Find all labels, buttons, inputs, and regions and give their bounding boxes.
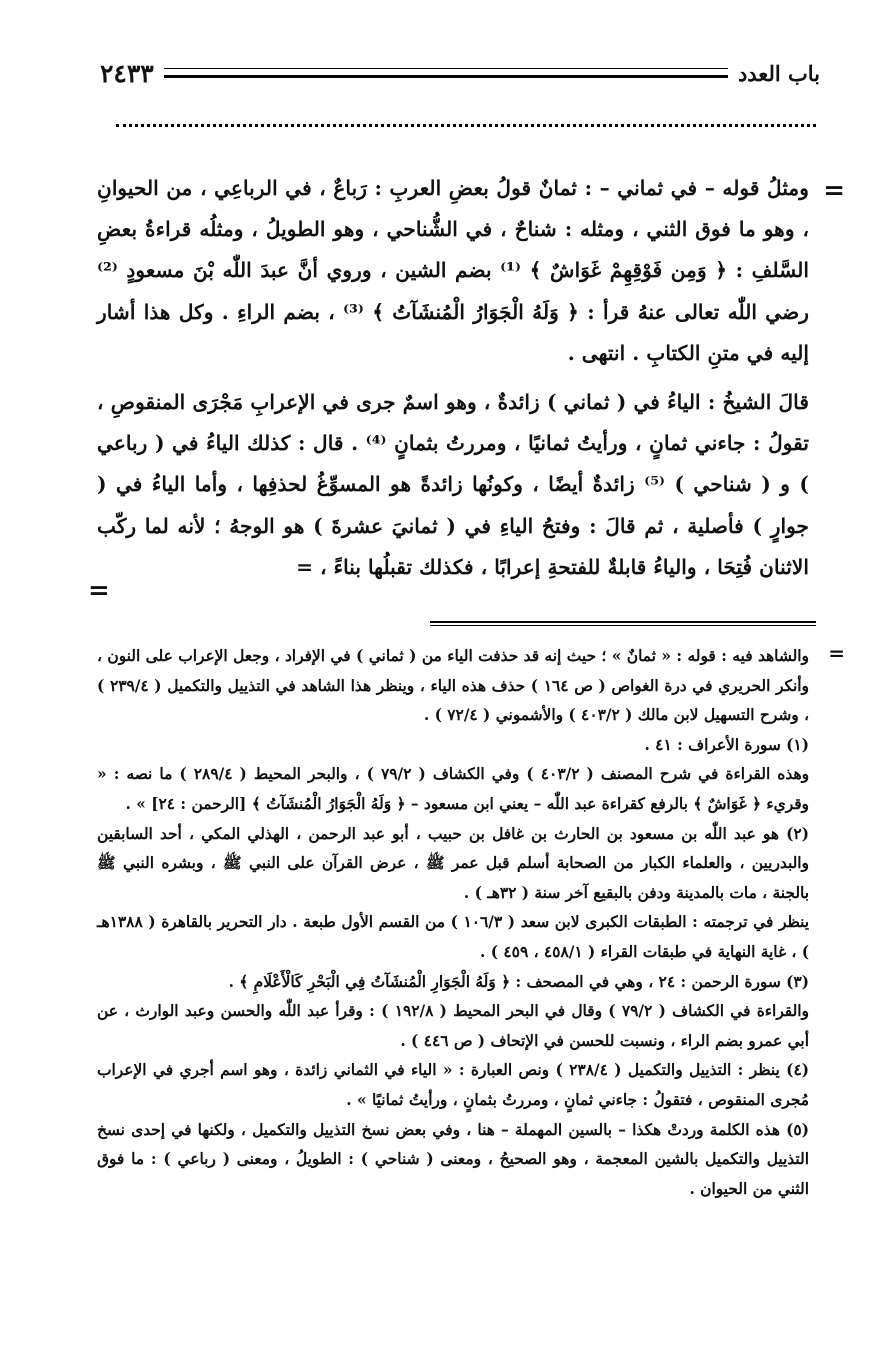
shaykh-text: الياءُ في ( ثماني ) زائدةٌ ، وهو اسمٌ جرى في الإعرابِ مَجْرَى المنقوصِ ، تقولُ : جاءني ثمانٍ ، ورأيتُ ثمانيًا ، ومررتُ بثمانٍ ⁽⁴⁾ . قال : كذلك الياءُ في ( رباعي ) و ( شناحي ) ⁽⁵⁾ زائدةٌ أيضًا ، وكونُها زائدةً هو المسوِّغُ لحذفِها ، وأما الياءُ في ( جوارٍ ) فأصلية ، ثم قالَ : وفتحُ الياءِ في ( ثمانيَ عشرةَ ) هو الوجهُ ؛ لأنه لما ركّب الاثنان فُتِحَا ، والياءُ قابلةٌ للفتحةِ إعرابًا ، فكذلك تقبلُها بناءً ، = [97, 390, 809, 579]
footnote-line: (٢) هو عبد اللّٰه بن مسعود بن الحارث بن غافل بن حبيب ، أبو عبد الرحمن ، الهذلي المكي ، أحد السابقين والبدريين ، والعلماء الكبار من الصحابة أسلم قبل عمر ﷺ ، عرض القرآن على النبي ﷺ ، وبشره النبي ﷺ بالجنة ، مات بالمدينة ودفن بالبقيع آخر سنة ( ٣٢هـ ) . [97, 824, 809, 902]
main-paragraph-2 [97, 382, 809, 588]
continuation-mark-notes: = [828, 641, 845, 665]
footnote-line: (١) سورة الأعراف : ٤١ . [644, 735, 809, 754]
chapter-title: باب العدد [737, 60, 820, 86]
continuation-mark-start: = [823, 176, 845, 206]
main-text [97, 168, 809, 588]
footnotes [97, 642, 809, 1204]
continuation-mark-end: = [88, 576, 110, 606]
footnote-rule [430, 621, 816, 626]
footnote-line: والشاهد فيه : قوله : « ثمانٌ » ؛ حيث إنه قد حذفت الياء من ( ثماني ) في الإفراد ، وجعل الإعراب على النون ، وأنكر الحريري في درة الغواص ( ص ١٦٤ ) حذف هذه الياء ، وينظر هذا الشاهد في التذييل والتكميل ( ٢٣٩/٤ ) ، وشرح التسهيل لابن مالك ( ٤٠٣/٢ ) والأشموني ( ٧٢/٤ ) . [97, 647, 809, 725]
footnote-line: (٥) هذه الكلمة وردتْ هكذا – بالسين المهملة – هنا ، وفي بعض نسخ التذييل والتكميل ، ولكنها في إحدى نسخ التذييل والتكميل بالشين المعجمة ، وهو الصحيحُ ، ومعنى ( شناحي ) : الطويلُ ، ومعنى ( رباعي ) : ما فوق الثني من الحيوان . [97, 1120, 809, 1198]
footnote-line: (٤) ينظر : التذييل والتكميل ( ٢٣٨/٤ ) ونص العبارة : « الياء في الثماني زائدة ، وهو اسم أجري في الإعراب مُجرى المنقوص ، فتقولُ : جاءني ثمانٍ ، ومررتُ بثمانٍ ، ورأيتُ ثمانيًا » . [97, 1061, 810, 1109]
page-number: ٢٤٣٣ [100, 58, 154, 88]
main-paragraph-1: ومثلُ قوله – في ثماني – : ثمانٌ قولُ بعضِ العربِ : رَباعٌ ، في الرباعِي ، من الحيوانِ ، وهو ما فوق الثني ، ومثله : شناحٌ ، في الشُّناحي ، وهو الطويلُ ، ومثلُه قراءةُ بعضِ السَّلفِ : ﴿ وَمِن فَوْقِهِمْ غَوَاشٌ ﴾ ⁽¹⁾ بضم الشين ، وروي أنَّ عبدَ اللّٰه بْنَ مسعودٍ ⁽²⁾ رضي اللّٰه تعالى عنهُ قرأ : ﴿ وَلَهُ الْجَوَارُ الْمُنشَآتُ ﴾ ⁽³⁾ ، بضم الراءِ . وكل هذا أشار إليه في متنِ الكتابِ . انتهى . [97, 176, 809, 365]
shaykh-label: قالَ الشيخُ : [707, 390, 809, 415]
footnote-line: والقراءة في الكشاف ( ٧٩/٢ ) وقال في البحر المحيط ( ١٩٢/٨ ) : وقرأ عبد اللّٰه والحسن وعبد الوارث ، عن أبي عمرو بضم الراء ، ونسبت للحسن في الإتحاف ( ص ٤٤٦ ) . [97, 1002, 809, 1050]
footnote-line: (٣) سورة الرحمن : ٢٤ ، وهي في المصحف : ﴿ وَلَهُ الْجَوَارِ الْمُنشَآتُ فِي الْبَحْرِ كَالْأَعْلَامِ ﴾ . [228, 972, 809, 991]
header-rule [164, 68, 728, 78]
dotted-separator [116, 124, 816, 127]
footnote-line: وهذه القراءة في شرح المصنف ( ٤٠٣/٢ ) وفي الكشاف ( ٧٩/٢ ) ، والبحر المحيط ( ٢٨٩/٤ ) ما نصه : « وقريء ﴿ غَوَاشٌ ﴾ بالرفع كقراءة عبد اللّٰه – يعني ابن مسعود – ﴿ وَلَهُ الْجَوَارُ الْمُنشَآتُ ﴾ [الرحمن : ٢٤] » . [97, 765, 809, 813]
footnote-line: ينظر في ترجمته : الطبقات الكبرى لابن سعد ( ١٠٦/٣ ) من القسم الأول طبعة . دار التحرير بالقاهرة ( ١٣٨٨هـ ) ، غاية النهاية في طبقات القراء ( ٤٥٨/١ ، ٤٥٩ ) . [97, 913, 810, 961]
page-header [100, 56, 820, 90]
